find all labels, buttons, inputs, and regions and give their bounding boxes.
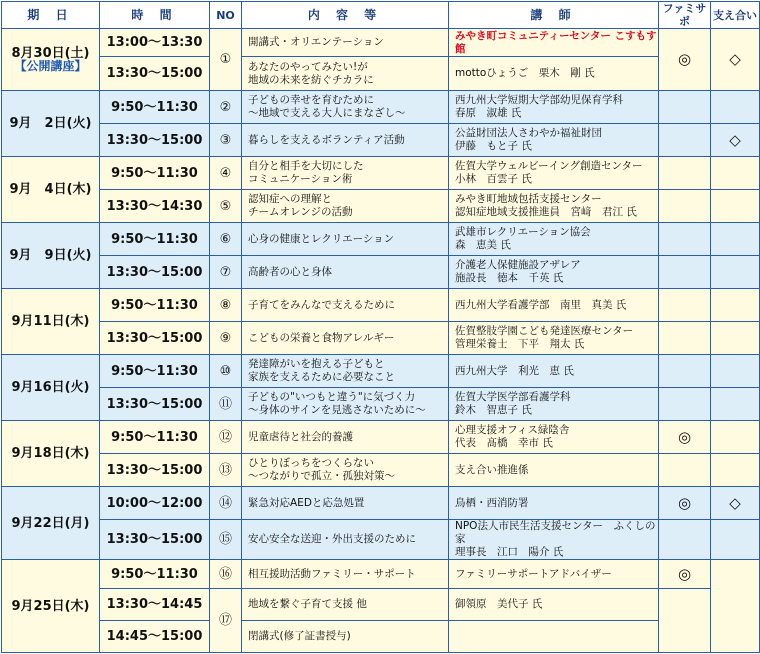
session-date xyxy=(2,421,100,487)
famisapo-mark: ◎ xyxy=(659,29,711,91)
session-content: 認知症への理解と チームオレンジの活動 xyxy=(242,190,449,223)
session-lecturer: みやき町地域包括支援センター 認知症地域支援推進員 宮﨑 君江 氏 xyxy=(449,190,659,223)
table-row xyxy=(2,190,760,223)
session-content: 安心安全な送迎・外出支援のために xyxy=(242,520,449,560)
session-date xyxy=(2,355,100,421)
session-lecturer xyxy=(449,29,659,57)
session-time: 13:30〜14:45 xyxy=(100,589,210,621)
table-row xyxy=(2,388,760,421)
session-time: 10:00〜12:00 xyxy=(100,487,210,520)
sasaeai-mark xyxy=(711,256,760,289)
session-lecturer: 公益財団法人さわやか福祉財団 伊藤 もと子 氏 xyxy=(449,124,659,157)
session-content: 子どもの幸せを育むために 〜地域で支える大人にまなざし〜 xyxy=(242,91,449,124)
sasaeai-mark: ◇ xyxy=(711,124,760,157)
session-lecturer: 西九州大学 利光 恵 氏 xyxy=(449,355,659,388)
session-lecturer: 西九州大学看護学部 南里 真美 氏 xyxy=(449,289,659,322)
session-time: 13:00〜13:30 xyxy=(100,29,210,57)
session-time: 13:30〜15:00 xyxy=(100,322,210,355)
session-number: ① xyxy=(210,29,242,91)
sasaeai-mark: ◇ xyxy=(711,487,760,520)
session-time: 9:50〜11:30 xyxy=(100,560,210,589)
session-number: ③ xyxy=(210,124,242,157)
famisapo-mark: ◎ xyxy=(659,560,711,589)
table-row xyxy=(2,421,760,454)
session-number: ⑮ xyxy=(210,520,242,560)
session-content: 児童虐待と社会的養護 xyxy=(242,421,449,454)
session-lecturer: mottoひょうご 栗木 剛 氏 xyxy=(449,57,659,91)
session-content: 開講式・オリエンテーション xyxy=(242,29,449,57)
header-row xyxy=(2,2,760,29)
session-content: 子どもの"いつもと違う"に気づく力 〜身体のサインを見逃さないために〜 xyxy=(242,388,449,421)
famisapo-mark xyxy=(659,454,711,487)
session-lecturer: 佐賀大学医学部看護学科 鈴木 智恵子 氏 xyxy=(449,388,659,421)
session-date xyxy=(2,91,100,157)
session-time: 9:50〜11:30 xyxy=(100,289,210,322)
session-number: ⑭ xyxy=(210,487,242,520)
famisapo-mark: ◎ xyxy=(659,421,711,454)
sasaeai-mark xyxy=(711,157,760,190)
header-no: NO xyxy=(210,2,242,29)
famisapo-mark xyxy=(659,190,711,223)
sasaeai-mark xyxy=(711,520,760,560)
sasaeai-mark xyxy=(711,322,760,355)
sasaeai-mark xyxy=(711,355,760,388)
session-lecturer: 武雄市レクリエーション協会 森 恵美 氏 xyxy=(449,223,659,256)
session-number: ⑰ xyxy=(210,589,242,653)
famisapo-mark xyxy=(659,589,711,653)
table-row xyxy=(2,322,760,355)
date-label: 9月16日(火) xyxy=(11,380,90,395)
session-time: 13:30〜15:00 xyxy=(100,388,210,421)
header-content: 内 容 等 xyxy=(242,2,449,29)
date-label: 9月 4日(木) xyxy=(9,182,92,197)
session-time: 13:30〜14:30 xyxy=(100,190,210,223)
session-time: 13:30〜15:00 xyxy=(100,256,210,289)
session-number: ⑯ xyxy=(210,560,242,589)
table-row xyxy=(2,487,760,520)
session-number: ⑥ xyxy=(210,223,242,256)
header-date: 期 日 xyxy=(2,2,100,29)
session-date xyxy=(2,560,100,653)
famisapo-mark xyxy=(659,91,711,124)
session-number: ⑧ xyxy=(210,289,242,322)
session-time: 14:45〜15:00 xyxy=(100,621,210,653)
table-row xyxy=(2,289,760,322)
header-lecturer: 講 師 xyxy=(449,2,659,29)
session-content: 自分と相手を大切にした コミュニケーション術 xyxy=(242,157,449,190)
session-content: 閉講式(修了証書授与) xyxy=(242,621,449,653)
famisapo-mark xyxy=(659,289,711,322)
date-label: 9月11日(木) xyxy=(11,314,90,329)
sasaeai-mark: ◇ xyxy=(711,29,760,91)
table-row xyxy=(2,223,760,256)
session-number: ④ xyxy=(210,157,242,190)
session-number: ⑨ xyxy=(210,322,242,355)
date-label: 9月 2日(火) xyxy=(9,116,92,131)
session-time: 9:50〜11:30 xyxy=(100,91,210,124)
session-time: 9:50〜11:30 xyxy=(100,421,210,454)
famisapo-mark: ◎ xyxy=(659,487,711,520)
session-time: 9:50〜11:30 xyxy=(100,223,210,256)
table-row xyxy=(2,91,760,124)
session-date xyxy=(2,223,100,289)
sasaeai-mark xyxy=(711,190,760,223)
public-lecture-label: 【公開講座】 xyxy=(14,58,87,73)
session-lecturer: 西九州大学短期大学部幼児保育学科 春原 淑雄 氏 xyxy=(449,91,659,124)
session-lecturer: 佐賀整肢学園こども発達医療センター 管理栄養士 下平 翔太 氏 xyxy=(449,322,659,355)
table-row xyxy=(2,157,760,190)
session-lecturer: 介護老人保健施設アザレア 施設長 徳本 千英 氏 xyxy=(449,256,659,289)
session-time: 9:50〜11:30 xyxy=(100,157,210,190)
session-number: ⑤ xyxy=(210,190,242,223)
famisapo-mark xyxy=(659,520,711,560)
date-label: 9月25日(木) xyxy=(11,598,90,614)
session-content: こどもの栄養と食物アレルギー xyxy=(242,322,449,355)
session-content: あなたのやってみたい!が 地域の未来を紡ぐチカラに xyxy=(242,57,449,91)
session-content: 子育てをみんなで支えるために xyxy=(242,289,449,322)
sasaeai-mark xyxy=(711,388,760,421)
header-time: 時 間 xyxy=(100,2,210,29)
table-row xyxy=(2,29,760,57)
session-lecturer: 御領原 美代子 氏 xyxy=(449,589,659,621)
session-lecturer: ファミリーサポートアドバイザー xyxy=(449,560,659,589)
sasaeai-mark xyxy=(711,560,760,653)
table-row xyxy=(2,124,760,157)
session-lecturer: 鳥栖・西消防署 xyxy=(449,487,659,520)
header-sasaeai: 支え合い xyxy=(711,2,760,29)
venue-name: みやき町コミュニティーセンター こすもす館 xyxy=(455,29,657,55)
session-lecturer: NPO法人市民生活支援センター ふくしの家 理事長 江口 陽介 氏 xyxy=(449,520,659,560)
famisapo-mark xyxy=(659,157,711,190)
session-date xyxy=(2,289,100,355)
table-row xyxy=(2,454,760,487)
date-label: 8月30日(土) xyxy=(11,45,90,61)
session-number: ⑦ xyxy=(210,256,242,289)
famisapo-mark xyxy=(659,355,711,388)
sasaeai-mark xyxy=(711,421,760,454)
famisapo-mark xyxy=(659,388,711,421)
session-lecturer: 佐賀大学ウェルビーイング創造センター 小林 百雲子 氏 xyxy=(449,157,659,190)
session-number: ⑬ xyxy=(210,454,242,487)
famisapo-mark xyxy=(659,322,711,355)
famisapo-mark xyxy=(659,256,711,289)
schedule-table xyxy=(1,1,760,653)
table-row xyxy=(2,520,760,560)
famisapo-mark xyxy=(659,124,711,157)
table-row xyxy=(2,57,760,91)
session-content: 発達障がいを抱える子どもと 家族を支えるために必要なこと xyxy=(242,355,449,388)
session-content: 緊急対応AEDと応急処置 xyxy=(242,487,449,520)
session-time: 13:30〜15:00 xyxy=(100,57,210,91)
session-number: ② xyxy=(210,91,242,124)
session-lecturer xyxy=(449,621,659,653)
sasaeai-mark xyxy=(711,223,760,256)
session-number: ⑫ xyxy=(210,421,242,454)
table-row xyxy=(2,560,760,589)
session-content: 心身の健康とレクリエーション xyxy=(242,223,449,256)
date-label: 9月18日(木) xyxy=(11,446,90,461)
sasaeai-mark xyxy=(711,91,760,124)
session-lecturer: 心理支援オフィス緑陰舎 代表 髙橋 幸市 氏 xyxy=(449,421,659,454)
session-lecturer: 支え合い推進係 xyxy=(449,454,659,487)
table-row xyxy=(2,621,760,653)
session-time: 9:50〜11:30 xyxy=(100,355,210,388)
famisapo-mark xyxy=(659,223,711,256)
table-row xyxy=(2,256,760,289)
header-famisapo: ファミサポ xyxy=(659,2,711,29)
session-number: ⑪ xyxy=(210,388,242,421)
session-time: 13:30〜15:00 xyxy=(100,454,210,487)
session-content: 暮らしを支えるボランティア活動 xyxy=(242,124,449,157)
sasaeai-mark xyxy=(711,454,760,487)
date-label: 9月22日(月) xyxy=(11,515,90,531)
session-date xyxy=(2,157,100,223)
session-content: ひとりぼっちをつくらない 〜つながりで孤立・孤独対策〜 xyxy=(242,454,449,487)
session-time: 13:30〜15:00 xyxy=(100,520,210,560)
session-time: 13:30〜15:00 xyxy=(100,124,210,157)
session-content: 相互援助活動ファミリー・サポート xyxy=(242,560,449,589)
table-row xyxy=(2,589,760,621)
session-content: 地域を繋ぐ子育て支援 他 xyxy=(242,589,449,621)
session-date xyxy=(2,487,100,560)
session-content: 高齢者の心と身体 xyxy=(242,256,449,289)
date-label: 9月 9日(火) xyxy=(9,248,92,263)
sasaeai-mark xyxy=(711,289,760,322)
table-row xyxy=(2,355,760,388)
session-number: ⑩ xyxy=(210,355,242,388)
session-date xyxy=(2,29,100,91)
